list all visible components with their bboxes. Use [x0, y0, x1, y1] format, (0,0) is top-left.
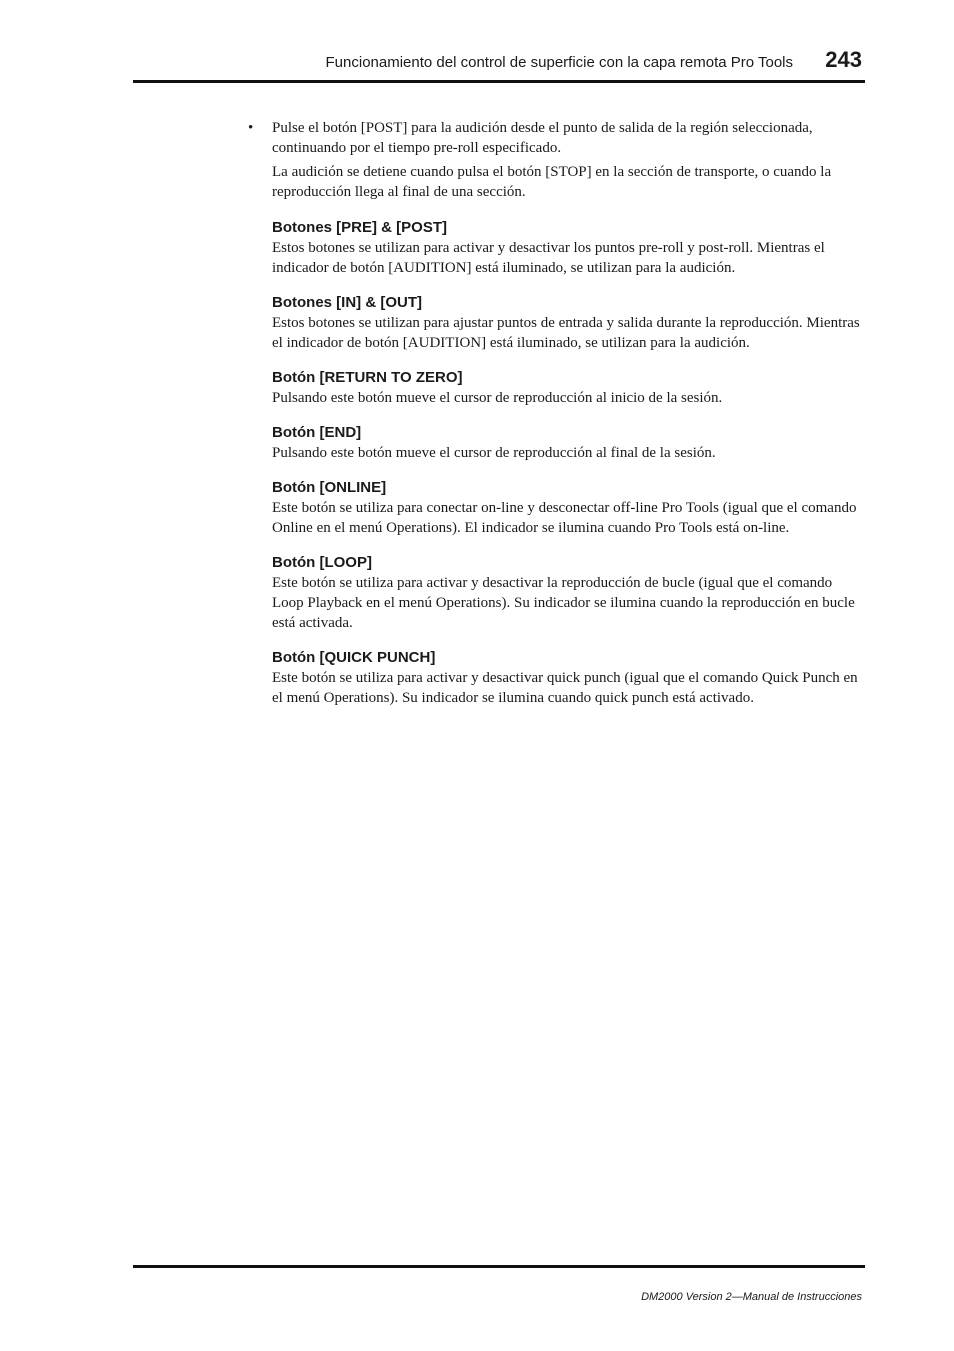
bullet-mark: • — [248, 120, 254, 136]
header-title: Funcionamiento del control de superficie con la capa remota Pro Tools — [325, 54, 793, 71]
section-body: Este botón se utiliza para activar y desactivar quick punch (igual que el comando Quick Punch en el menú Operations). Su indicador se ilumina cuando quick punch está activado. — [272, 670, 858, 706]
section-body: Este botón se utiliza para conectar on-line y desconectar off-line Pro Tools (igual que el comando Online en el menú Operations). El indicador se ilumina cuando Pro Tools está on-line. — [272, 500, 857, 536]
section-pre-post — [272, 218, 866, 278]
footer-rule — [133, 1265, 865, 1268]
section-body: Estos botones se utilizan para activar y desactivar los puntos pre-roll y post-roll. Mientras el indicador de botón [AUDITION] está iluminado, se utilizan para la audición. — [272, 240, 825, 276]
section-in-out — [272, 293, 866, 353]
section-end — [272, 423, 866, 463]
section-quick-punch — [272, 648, 866, 708]
section-body: Estos botones se utilizan para ajustar puntos de entrada y salida durante la reproducción. Mientras el indicador de botón [AUDITION] está iluminado, se utilizan para la audición. — [272, 315, 860, 351]
section-loop — [272, 553, 866, 633]
section-heading: Botón [QUICK PUNCH] — [272, 649, 436, 666]
page-content — [248, 118, 866, 723]
section-heading: Botones [IN] & [OUT] — [272, 294, 422, 311]
section-online — [272, 478, 866, 538]
section-body: Pulsando este botón mueve el cursor de reproducción al final de la sesión. — [272, 445, 716, 461]
intro-follow-text: La audición se detiene cuando pulsa el botón [STOP] en la sección de transporte, o cuando la reproducción llega al final de una sección. — [272, 164, 832, 200]
section-body: Pulsando este botón mueve el cursor de reproducción al inicio de la sesión. — [272, 390, 723, 406]
page-header — [133, 44, 865, 82]
section-heading: Botón [ONLINE] — [272, 479, 387, 496]
section-heading: Botón [END] — [272, 424, 362, 441]
footer-text: DM2000 Version 2—Manual de Instrucciones — [641, 1291, 862, 1303]
section-body: Este botón se utiliza para activar y desactivar la reproducción de bucle (igual que el comando Loop Playback en el menú Operations). Su indicador se ilumina cuando la reproducción en bucle está activada. — [272, 575, 855, 631]
section-heading: Botón [LOOP] — [272, 554, 372, 571]
section-return-to-zero — [272, 368, 866, 408]
section-heading: Botón [RETURN TO ZERO] — [272, 369, 463, 386]
section-heading: Botones [PRE] & [POST] — [272, 219, 447, 236]
header-rule — [133, 80, 865, 83]
bullet-item — [248, 118, 866, 158]
bullet-text: Pulse el botón [POST] para la audición desde el punto de salida de la región seleccionada, continuando por el tiempo pre-roll especificado. — [272, 120, 813, 156]
page-number: 243 — [825, 47, 862, 72]
